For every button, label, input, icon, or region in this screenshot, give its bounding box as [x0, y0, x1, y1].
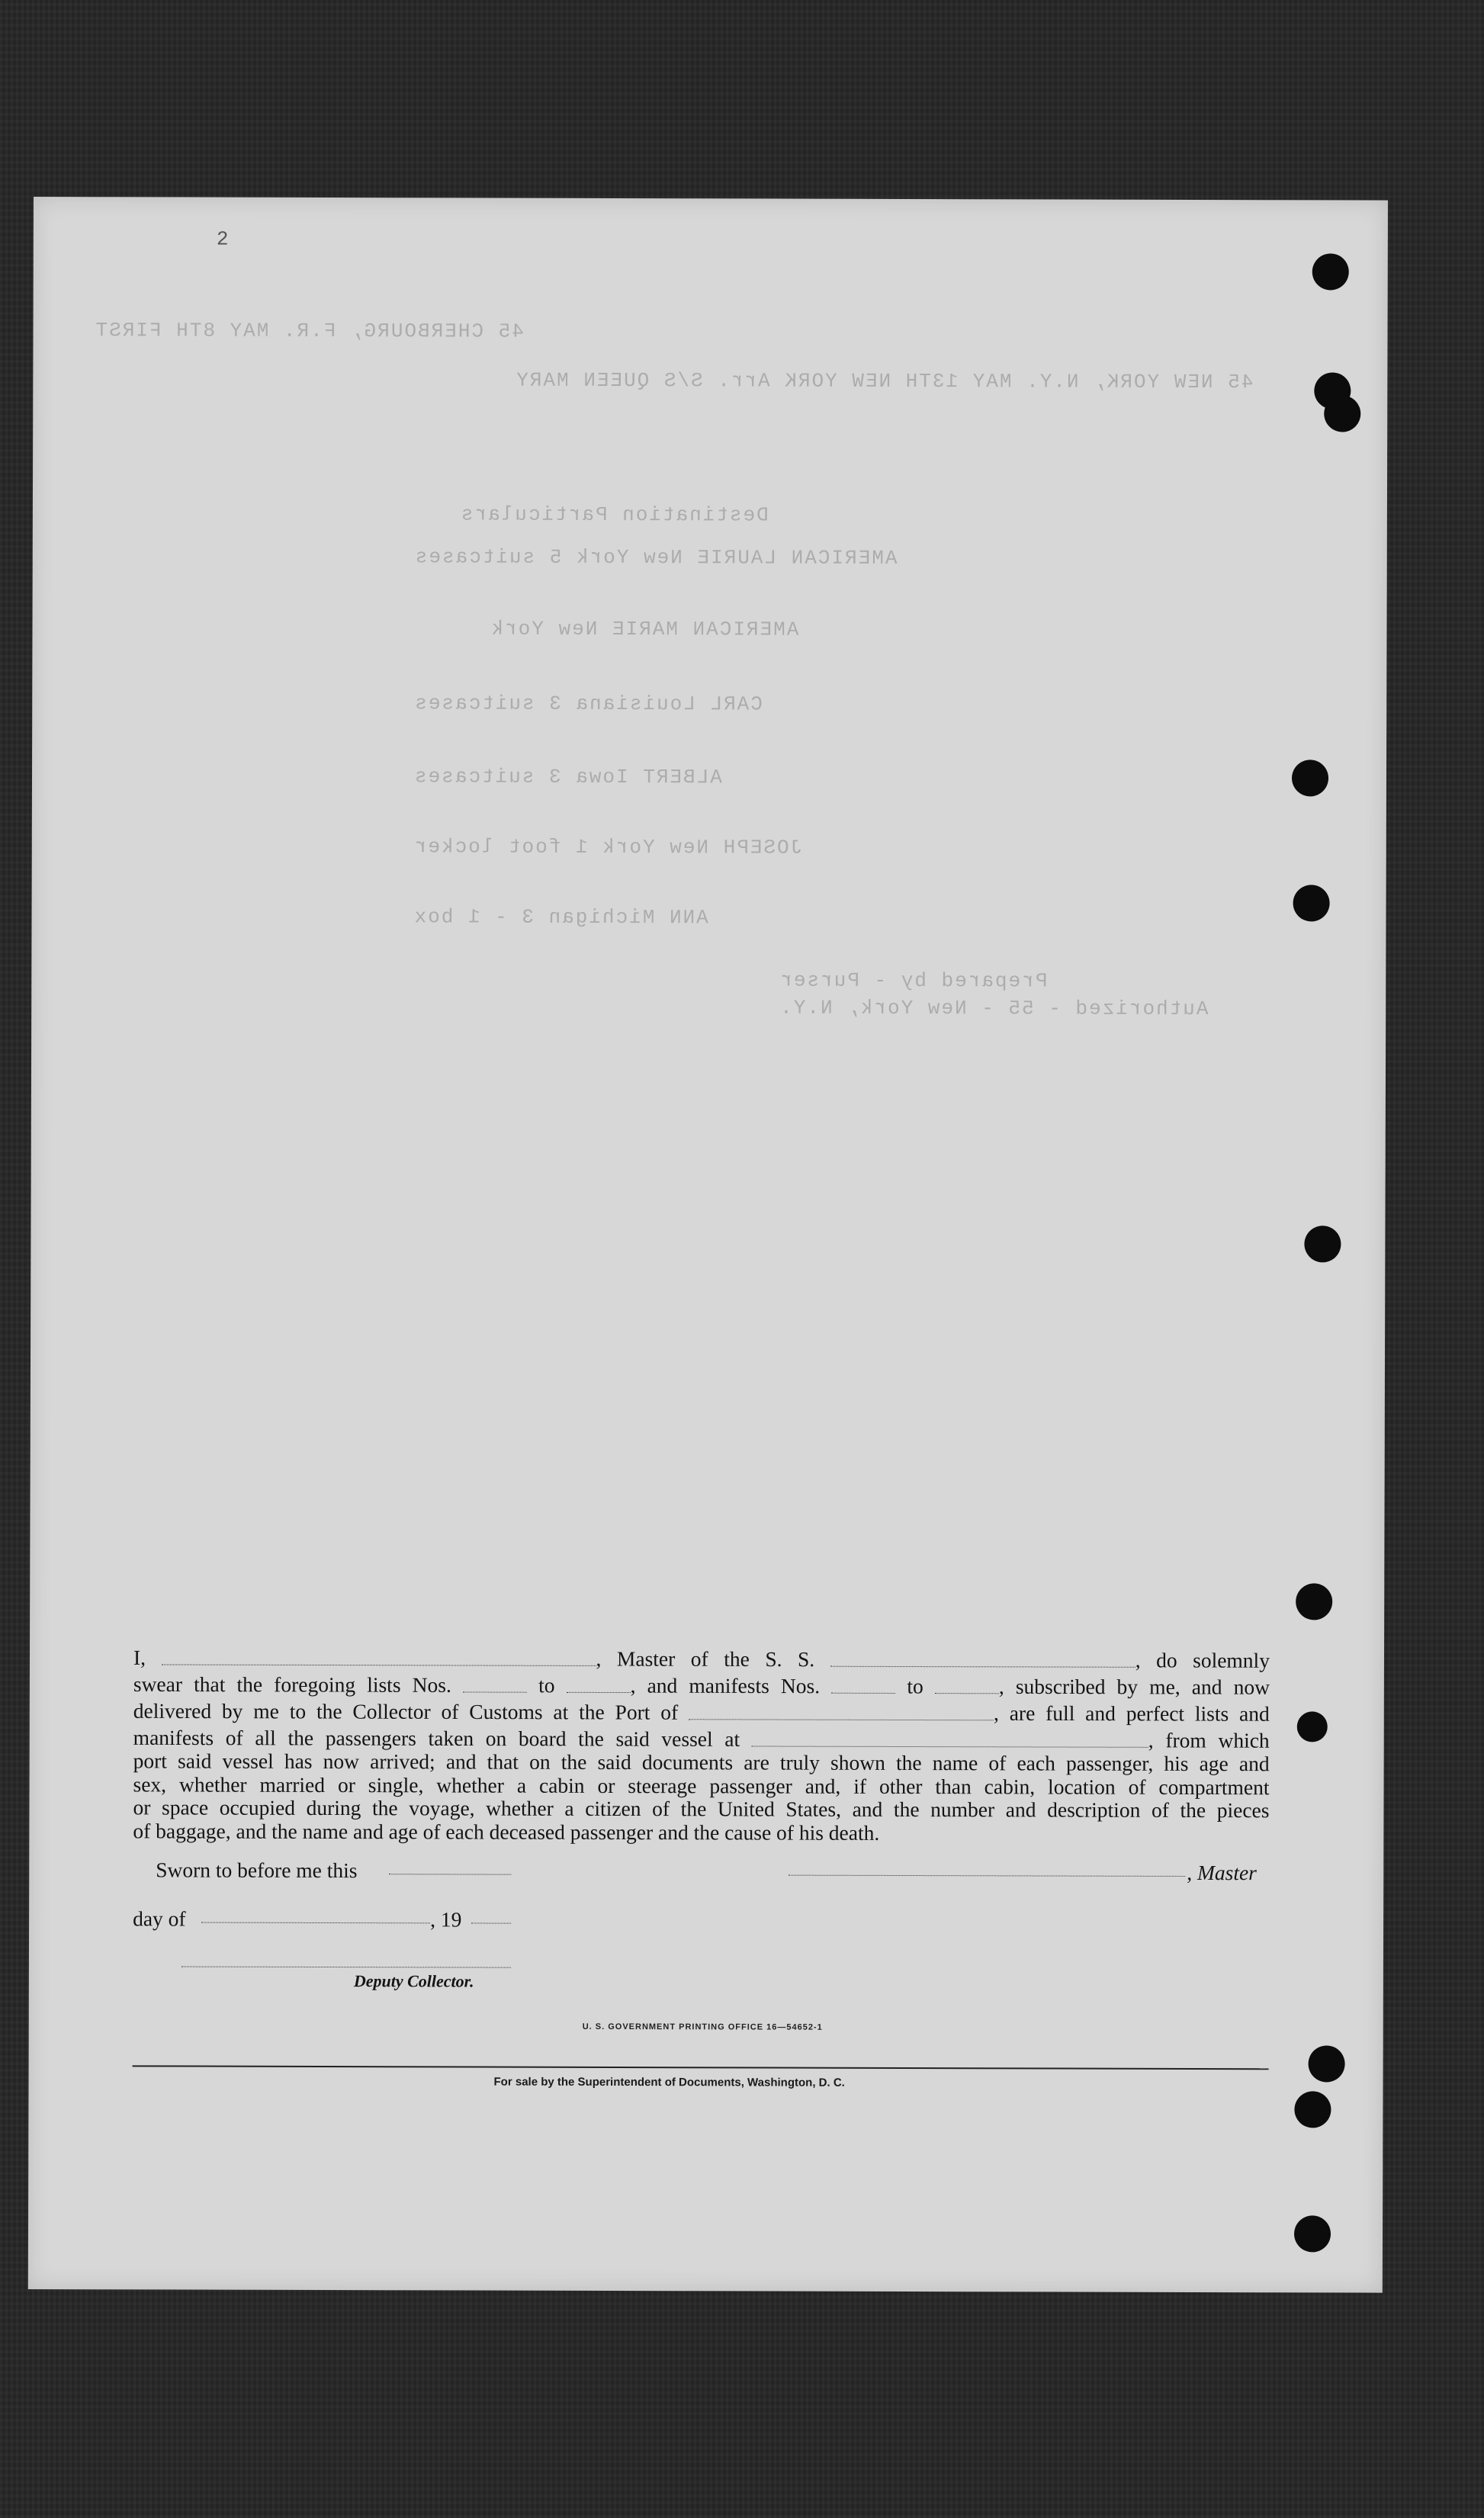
embark-port-blank[interactable]	[752, 1724, 1148, 1747]
bleed-line: AMERICAN LAURIE New York 5 suitcases	[413, 545, 898, 570]
month-blank[interactable]	[201, 1922, 430, 1924]
punch-hole	[1304, 1225, 1341, 1262]
manifest-from-blank[interactable]	[831, 1672, 895, 1694]
day-of-label: day of	[133, 1906, 186, 1931]
oath-line-2: swear that the foregoing lists Nos. to , and manifests Nos. to , subscribed by me, and now	[133, 1669, 1270, 1699]
oath-line-8: of baggage, and the name and age of each deceased passenger and the cause of his death.	[133, 1818, 880, 1845]
footer-rule	[133, 2065, 1269, 2070]
punch-hole	[1294, 2091, 1331, 2128]
master-oath-paragraph	[133, 1643, 1270, 1845]
oath-line-1: I, , Master of the S. S. , do solemnly	[133, 1643, 1270, 1672]
oath-line-4: manifests of all the passengers taken on board the said vessel at , from which	[133, 1725, 1270, 1752]
bleed-line: ANN Michigan 3 - 1 box	[413, 905, 708, 930]
bleed-line: Destination Particulars	[459, 503, 769, 527]
punch-hole	[1292, 760, 1328, 796]
oath-line-3: delivered by me to the Collector of Customs at the Port of , are full and perfect lists and	[133, 1698, 1270, 1726]
punch-hole	[1297, 1711, 1328, 1742]
year-blank[interactable]	[471, 1923, 511, 1924]
bleed-line: AMERICAN MARIE New York	[490, 617, 799, 641]
punch-hole	[1294, 2215, 1331, 2252]
master-label: , Master	[1187, 1860, 1257, 1885]
oath-line-7: or space occupied during the voyage, whether a citizen of the United States, and the number and description of the pieces	[133, 1795, 1270, 1823]
sworn-label: Sworn to before me this	[156, 1858, 358, 1883]
punch-hole	[1312, 253, 1349, 290]
year-label: , 19	[430, 1907, 462, 1932]
punch-hole	[1296, 1583, 1332, 1620]
ship-name-blank[interactable]	[830, 1645, 1135, 1668]
corner-mark: 2	[216, 227, 229, 251]
gpo-imprint: U. S. GOVERNMENT PRINTING OFFICE 16—54652-1	[582, 2022, 823, 2032]
punch-hole	[1324, 395, 1360, 432]
manifest-to-blank[interactable]	[935, 1672, 999, 1694]
port-blank[interactable]	[689, 1697, 994, 1720]
manifest-page	[28, 197, 1388, 2293]
master-name-blank[interactable]	[162, 1643, 596, 1665]
master-signature-line[interactable]	[789, 1875, 1185, 1877]
bleed-line: 45 NEW YORK, N.Y. MAY 13TH NEW YORK Arr. S/S QUEEN MARY	[515, 368, 1254, 394]
bleed-line: ALBERT Iowa 3 suitcases	[413, 765, 722, 789]
list-to-blank[interactable]	[567, 1671, 631, 1693]
oath-line-5: port said vessel has now arrived; and that on the said documents are truly shown the name of each passenger, his age and	[133, 1749, 1270, 1776]
list-from-blank[interactable]	[463, 1670, 527, 1692]
punch-hole	[1293, 885, 1330, 921]
deputy-collector-label: Deputy Collector.	[353, 1971, 474, 1991]
punch-hole	[1309, 2045, 1345, 2082]
deputy-signature-line[interactable]	[181, 1967, 511, 1968]
bleed-line: Prepared by - Purser	[779, 968, 1048, 993]
for-sale-notice: For sale by the Superintendent of Documents, Washington, D. C.	[493, 2075, 845, 2089]
bleed-line: Authorized - 55 - New York, N.Y.	[779, 996, 1209, 1021]
bleed-line: 45 CHERBOURG, F.R. MAY 8TH FIRST	[94, 319, 524, 343]
bleed-line: JOSEPH New York 1 foot locker	[413, 835, 803, 859]
oath-line-6: sex, whether married or single, whether a cabin or steerage passenger and, if other than cabin, location of compartment	[133, 1771, 1270, 1799]
bleed-line: CARL Louisiana 3 suitcases	[413, 692, 763, 716]
